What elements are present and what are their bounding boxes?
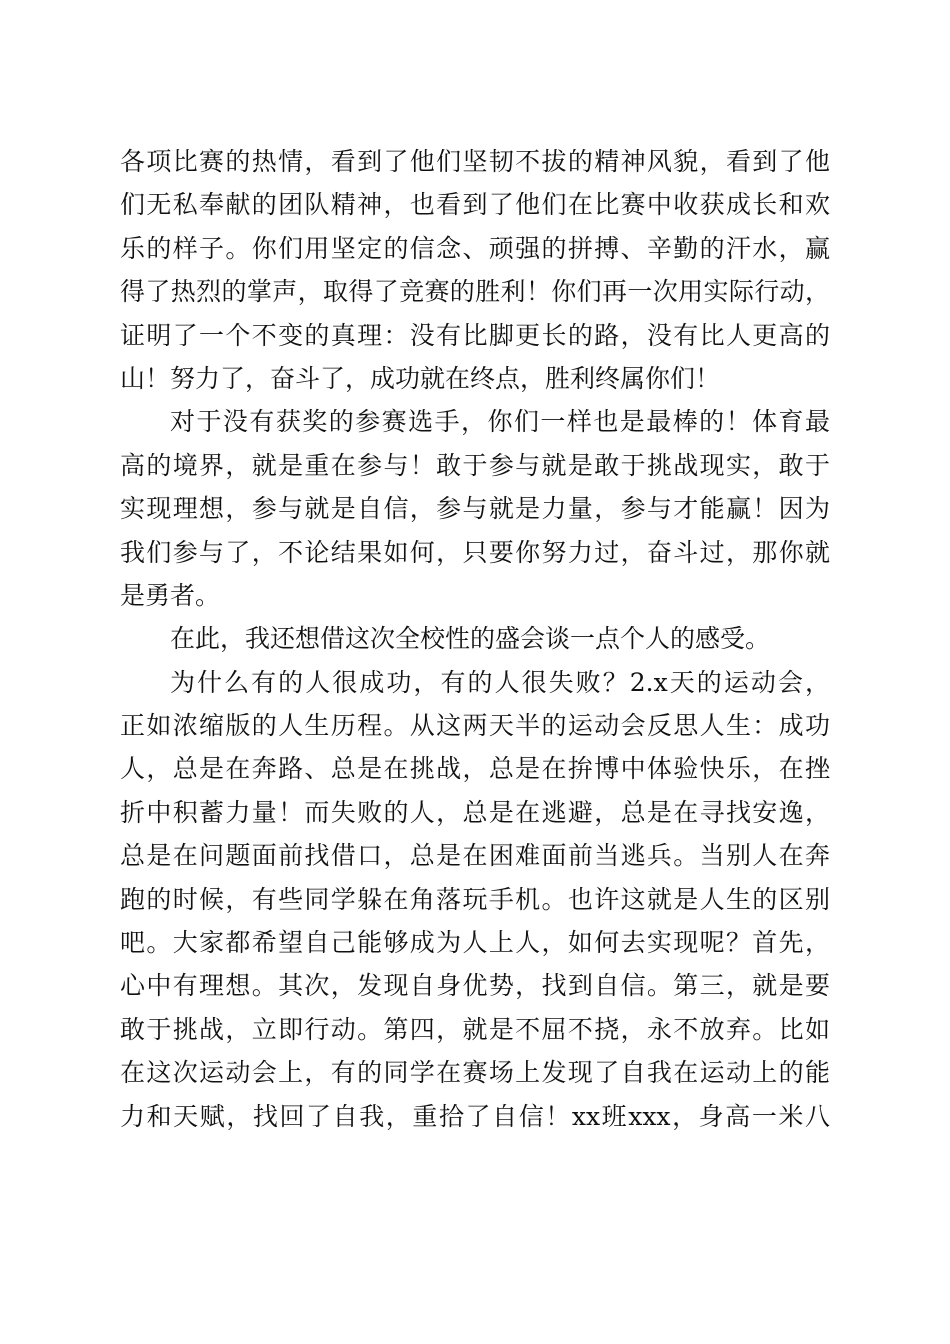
text-line: 折中积蓄力量！而失败的人，总是在逃避，总是在寻找安逸，: [120, 797, 830, 827]
text-line: 人，总是在奔路、总是在挑战，总是在拚博中体验快乐，在挫: [120, 754, 830, 784]
text-line: 是勇者。: [120, 580, 221, 610]
text-line: 心中有理想。其次，发现自身优势，找到自信。第三，就是要: [120, 971, 830, 1001]
document-page: [120, 140, 830, 1138]
text-line: 们无私奉献的团队精神，也看到了他们在比赛中收获成长和欢: [120, 190, 830, 220]
text-line: 证明了一个不变的真理：没有比脚更长的路，没有比人更高的: [120, 320, 830, 350]
text-line: 高的境界，就是重在参与！敢于参与就是敢于挑战现实，敢于: [120, 450, 830, 480]
text-line: 乐的样子。你们用坚定的信念、顽强的拼搏、辛勤的汗水，赢: [120, 233, 830, 263]
text-line: 在这次运动会上，有的同学在赛场上发现了自我在运动上的能: [120, 1058, 830, 1088]
text-line: 我们参与了，不论结果如何，只要你努力过，奋斗过，那你就: [120, 537, 830, 567]
text-line: 各项比赛的热情，看到了他们坚韧不拔的精神风貌，看到了他: [120, 147, 830, 176]
text-line: 山！努力了，奋斗了，成功就在终点，胜利终属你们！: [120, 363, 721, 393]
text-line: 跑的时候，有些同学躲在角落玩手机。也许这就是人生的区别: [120, 884, 830, 914]
paragraph-3: [120, 617, 830, 660]
text-line: 实现理想，参与就是自信，参与就是力量，参与才能赢！因为: [120, 494, 830, 524]
text-line: 对于没有获奖的参赛选手，你们一样也是最棒的！体育最: [170, 407, 830, 437]
text-line: 为什么有的人很成功，有的人很失败？2.x天的运动会，: [170, 667, 830, 697]
text-line: 在此，我还想借这次全校性的盛会谈一点个人的感受。: [170, 624, 771, 654]
text-line: 总是在问题面前找借口，总是在困难面前当逃兵。当别人在奔: [120, 841, 830, 871]
paragraph-1: [120, 140, 830, 400]
text-line: 正如浓缩版的人生历程。从这两天半的运动会反思人生：成功: [120, 711, 830, 741]
text-line: 得了热烈的掌声，取得了竞赛的胜利！你们再一次用实际行动，: [120, 277, 830, 307]
paragraph-4: [120, 661, 830, 1138]
text-line: 力和天赋，找回了自我，重拾了自信！xx班xxx，身高一米八: [120, 1101, 830, 1131]
paragraph-2: [120, 400, 830, 617]
text-line: 敢于挑战，立即行动。第四，就是不屈不挠，永不放弃。比如: [120, 1014, 830, 1044]
text-line: 吧。大家都希望自己能够成为人上人，如何去实现呢？首先，: [120, 928, 830, 958]
